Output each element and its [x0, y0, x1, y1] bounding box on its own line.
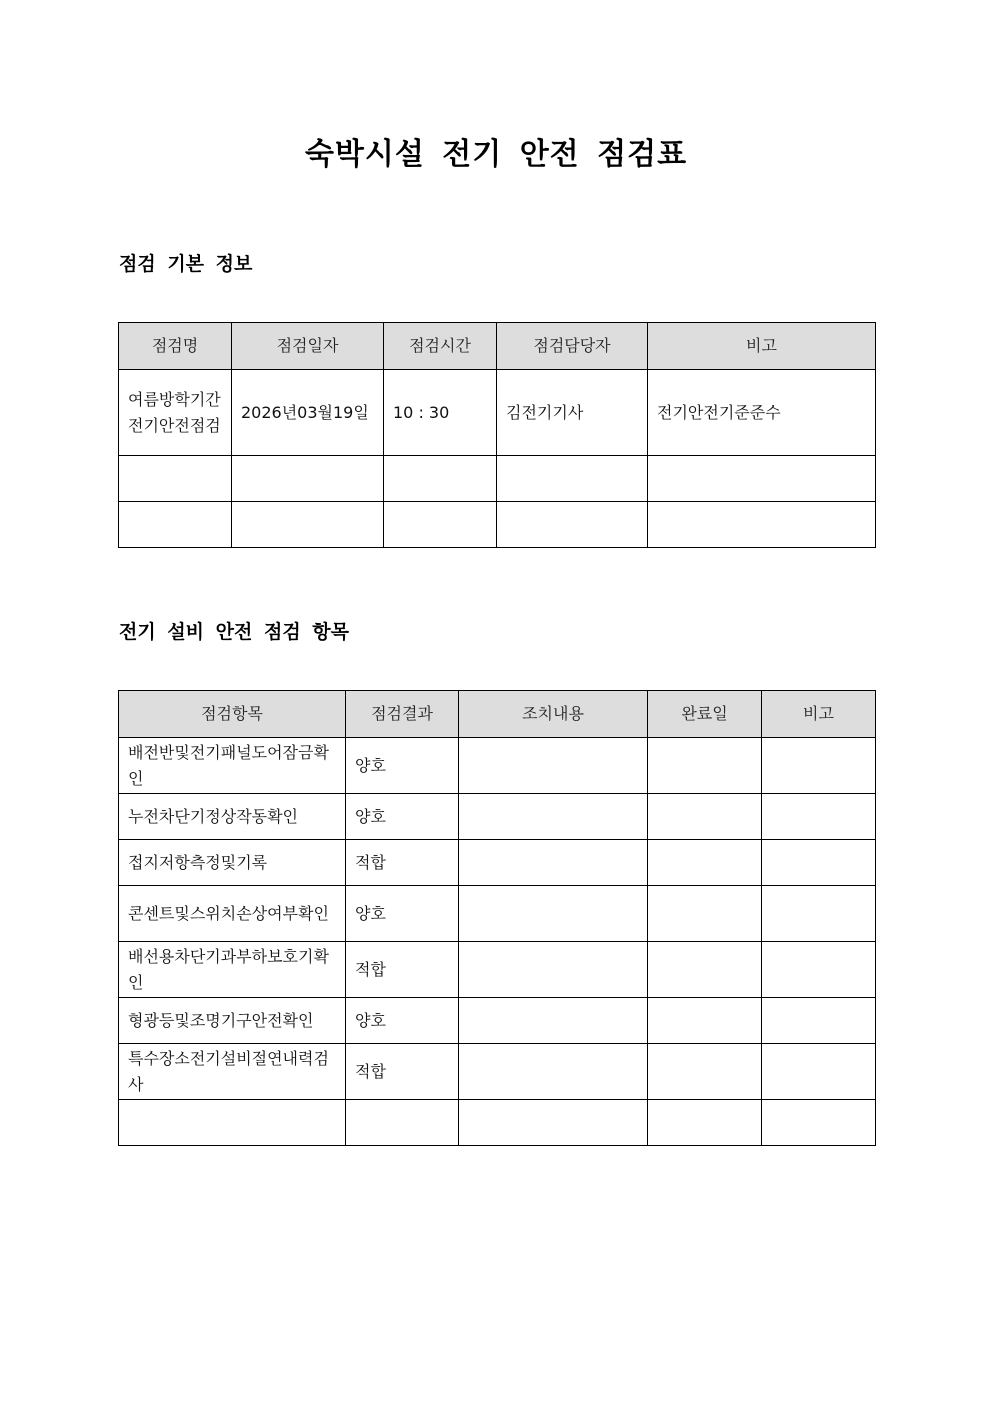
cell-inspection-time: [384, 456, 497, 502]
cell-check-item: 콘센트및스위치손상여부확인: [119, 886, 346, 942]
table-row: [119, 738, 876, 794]
cell-remarks: [762, 1044, 876, 1100]
cell-check-result: 적합: [346, 1044, 459, 1100]
cell-inspector: 김전기기사: [497, 370, 648, 456]
cell-completion-date: [648, 794, 762, 840]
cell-remarks: [762, 1100, 876, 1146]
column-header-check-item: 점검항목: [119, 691, 346, 738]
cell-check-result: 적합: [346, 840, 459, 886]
check-items-table: [118, 690, 876, 1146]
cell-check-result: 양호: [346, 886, 459, 942]
cell-remarks: 전기안전기준준수: [648, 370, 876, 456]
table-row: [119, 840, 876, 886]
cell-check-result: 양호: [346, 738, 459, 794]
cell-check-item: 형광등및조명기구안전확인: [119, 998, 346, 1044]
column-header-inspection-time: 점검시간: [384, 323, 497, 370]
cell-inspector: [497, 502, 648, 548]
cell-inspection-date: [232, 502, 384, 548]
basic-info-table: [118, 322, 876, 548]
cell-check-item: [119, 1100, 346, 1146]
column-header-inspection-date: 점검일자: [232, 323, 384, 370]
cell-check-item: 누전차단기정상작동확인: [119, 794, 346, 840]
column-header-inspector: 점검담당자: [497, 323, 648, 370]
cell-check-result: 양호: [346, 794, 459, 840]
section-title-basic-info: 점검 기본 정보: [119, 253, 253, 275]
column-header-action-taken: 조치내용: [459, 691, 648, 738]
table-row: [119, 794, 876, 840]
table-header-row: [119, 691, 876, 738]
cell-inspection-name: [119, 502, 232, 548]
cell-completion-date: [648, 738, 762, 794]
cell-check-item: 배선용차단기과부하보호기확인: [119, 942, 346, 998]
cell-remarks: [762, 738, 876, 794]
cell-inspection-time: [384, 502, 497, 548]
cell-remarks: [762, 886, 876, 942]
cell-action-taken: [459, 998, 648, 1044]
cell-check-result: 적합: [346, 942, 459, 998]
cell-completion-date: [648, 998, 762, 1044]
cell-completion-date: [648, 886, 762, 942]
table-row: [119, 1044, 876, 1100]
cell-check-item: 특수장소전기설비절연내력검사: [119, 1044, 346, 1100]
table-row: [119, 942, 876, 998]
cell-check-item: 접지저항측정및기록: [119, 840, 346, 886]
cell-action-taken: [459, 1100, 648, 1146]
table-row: [119, 1100, 876, 1146]
column-header-check-result: 점검결과: [346, 691, 459, 738]
cell-action-taken: [459, 886, 648, 942]
cell-check-result: [346, 1100, 459, 1146]
cell-inspector: [497, 456, 648, 502]
cell-check-result: 양호: [346, 998, 459, 1044]
column-header-remarks: 비고: [762, 691, 876, 738]
cell-action-taken: [459, 738, 648, 794]
column-header-remarks: 비고: [648, 323, 876, 370]
table-row: [119, 456, 876, 502]
cell-remarks: [762, 998, 876, 1044]
cell-action-taken: [459, 794, 648, 840]
cell-completion-date: [648, 1100, 762, 1146]
cell-inspection-name: [119, 456, 232, 502]
cell-check-item: 배전반및전기패널도어잠금확인: [119, 738, 346, 794]
cell-inspection-date: 2026년03월19일: [232, 370, 384, 456]
cell-remarks: [762, 794, 876, 840]
table-header-row: [119, 323, 876, 370]
cell-action-taken: [459, 840, 648, 886]
cell-completion-date: [648, 840, 762, 886]
section-title-check-items: 전기 설비 안전 점검 항목: [119, 621, 349, 643]
column-header-inspection-name: 점검명: [119, 323, 232, 370]
cell-remarks: [648, 456, 876, 502]
cell-inspection-name: 여름방학기간전기안전점검: [119, 370, 232, 456]
cell-action-taken: [459, 1044, 648, 1100]
table-row: [119, 370, 876, 456]
cell-completion-date: [648, 942, 762, 998]
table-row: [119, 998, 876, 1044]
cell-remarks: [648, 502, 876, 548]
cell-inspection-date: [232, 456, 384, 502]
column-header-completion-date: 완료일: [648, 691, 762, 738]
cell-completion-date: [648, 1044, 762, 1100]
cell-remarks: [762, 840, 876, 886]
document-title: 숙박시설 전기 안전 점검표: [304, 137, 688, 172]
cell-action-taken: [459, 942, 648, 998]
cell-remarks: [762, 942, 876, 998]
table-row: [119, 886, 876, 942]
table-row: [119, 502, 876, 548]
cell-inspection-time: 10 : 30: [384, 370, 497, 456]
